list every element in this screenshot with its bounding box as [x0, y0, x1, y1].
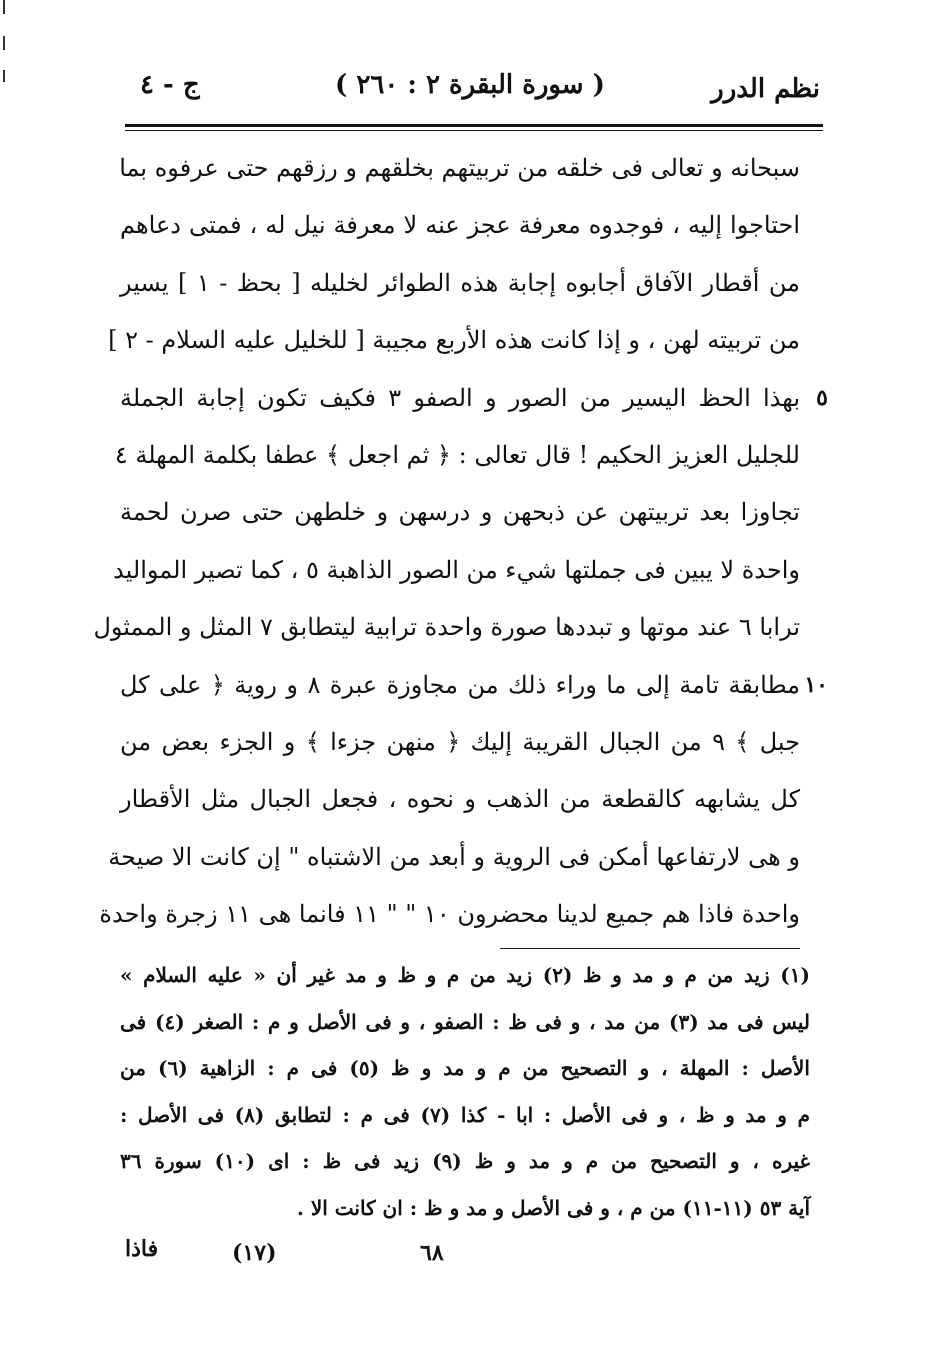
footnote-separator: [500, 948, 800, 949]
text-line: [93, 599, 800, 656]
text-line-content: جبل ﴾ ٩ من الجبال القريبة إليك ﴿ منهن جزءا ﴾ و الجزء بعض من: [120, 727, 800, 756]
margin-mark: [3, 70, 5, 82]
text-line: [120, 771, 800, 828]
header-rule: [125, 124, 823, 127]
header-rule-thin: [125, 130, 823, 131]
text-line: [120, 714, 800, 771]
page-number: ٦٨: [420, 1240, 444, 1266]
text-line-content: سبحانه و تعالى فى خلقه من تربيتهم بخلقهم و رزقهم حتى عرفوه بما: [119, 154, 800, 182]
main-text: [93, 140, 828, 943]
text-line: [120, 370, 828, 427]
text-line: [99, 886, 800, 943]
text-line: [120, 484, 800, 541]
text-line-content: للجليل العزيز الحكيم ! قال تعالى : ﴿ ثم اجعل ﴾ عطفا بكلمة المهلة ٤: [114, 440, 800, 469]
text-line: [120, 657, 828, 714]
text-line: [108, 829, 800, 886]
text-line: [113, 542, 800, 599]
footnote-line: آية ٥٣ (١١-١١) من م ، و فى الأصل و مد و ظ : ان كانت الا .: [296, 1195, 810, 1220]
catchword: فاذا: [125, 1236, 159, 1262]
text-line: [114, 427, 800, 484]
running-header: [120, 60, 820, 116]
text-line-content: و هى لارتفاعها أمكن فى الروية و أبعد من الاشتباه " إن كانت الا صيحة: [108, 842, 800, 871]
text-line: [120, 255, 800, 312]
text-line-content: احتاجوا إليه ، فوجدوه معرفة عجز عنه لا معرفة نيل له ، فمتى دعاهم: [120, 211, 800, 240]
line-number: ٥: [816, 384, 828, 411]
part-number: ج - ٤: [140, 70, 200, 100]
text-line-content: تجاوزا بعد تربيتهن عن ذبحهن و درسهن و خلطهن حتى صرن لحمة: [120, 498, 800, 527]
text-line-content: واحدة فاذا هم جميع لدينا محضرون ١٠ " " ١١ فانما هى ١١ زجرة واحدة: [99, 900, 800, 929]
footnote-line: الأصل : المهلة ، و التصحيح من م و مد و ظ (٥) فى م : الزاهية (٦) من: [120, 1056, 810, 1080]
footnote-line: م و مد و ظ ، و فى الأصل : ابا - كذا (٧) فى م : لتطابق (٨) فى الأصل :: [120, 1102, 810, 1127]
footnote-line: غيره ، و التصحيح من م و مد و ظ (٩) زيد فى ظ : اى (١٠) سورة ٣٦: [120, 1149, 810, 1173]
text-line: [120, 140, 800, 197]
line-number: ١٠: [804, 671, 828, 698]
text-line-content: بهذا الحظ اليسير من الصور و الصفو ٣ فكيف تكون إجابة الجملة: [120, 383, 801, 412]
text-line: [108, 312, 800, 369]
footnote-line: (١) زيد من م و مد و ظ (٢) زيد من م و ظ و مد غير أن « عليه السلام »: [120, 963, 810, 987]
text-line-content: واحدة لا يبين فى جملتها شيء من الصور الذاهبة ٥ ، كما تصير المواليد: [113, 555, 800, 584]
margin-mark: [3, 0, 5, 14]
surah-reference: ( سورة البقرة ٢ : ٢٦٠ ): [335, 70, 605, 100]
margin-mark: [3, 36, 5, 50]
text-line-content: ترابا ٦ عند موتها و تبددها صورة واحدة ترابية ليتطابق ٧ المثل و الممثول: [93, 613, 800, 642]
page-footer: [120, 1236, 820, 1276]
text-line-content: كل يشابهه كالقطعة من الذهب و نحوه ، فجعل الجبال مثل الأقطار: [120, 785, 800, 814]
text-line-content: من تربيته لهن ، و إذا كانت هذه الأربع مجيبة [ للخليل عليه السلام - ٢ ]: [108, 326, 800, 355]
text-line-content: من أقطار الآفاق أجابوه إجابة هذه الطوائر لخليله [ بحظ - ١ ] يسير: [120, 268, 800, 297]
text-line-content: مطابقة تامة إلى ما وراء ذلك من مجاوزة عبرة ٨ و روية ﴿ على كل: [120, 670, 800, 699]
signature-mark: (١٧): [232, 1240, 277, 1266]
footnote-line: ليس فى مد (٣) من مد ، و فى ظ : الصفو ، و فى الأصل و م : الصغر (٤) فى: [120, 1009, 811, 1034]
footnotes: [120, 952, 810, 1231]
book-title: نظم الدرر: [711, 74, 820, 104]
text-line: [120, 197, 800, 254]
